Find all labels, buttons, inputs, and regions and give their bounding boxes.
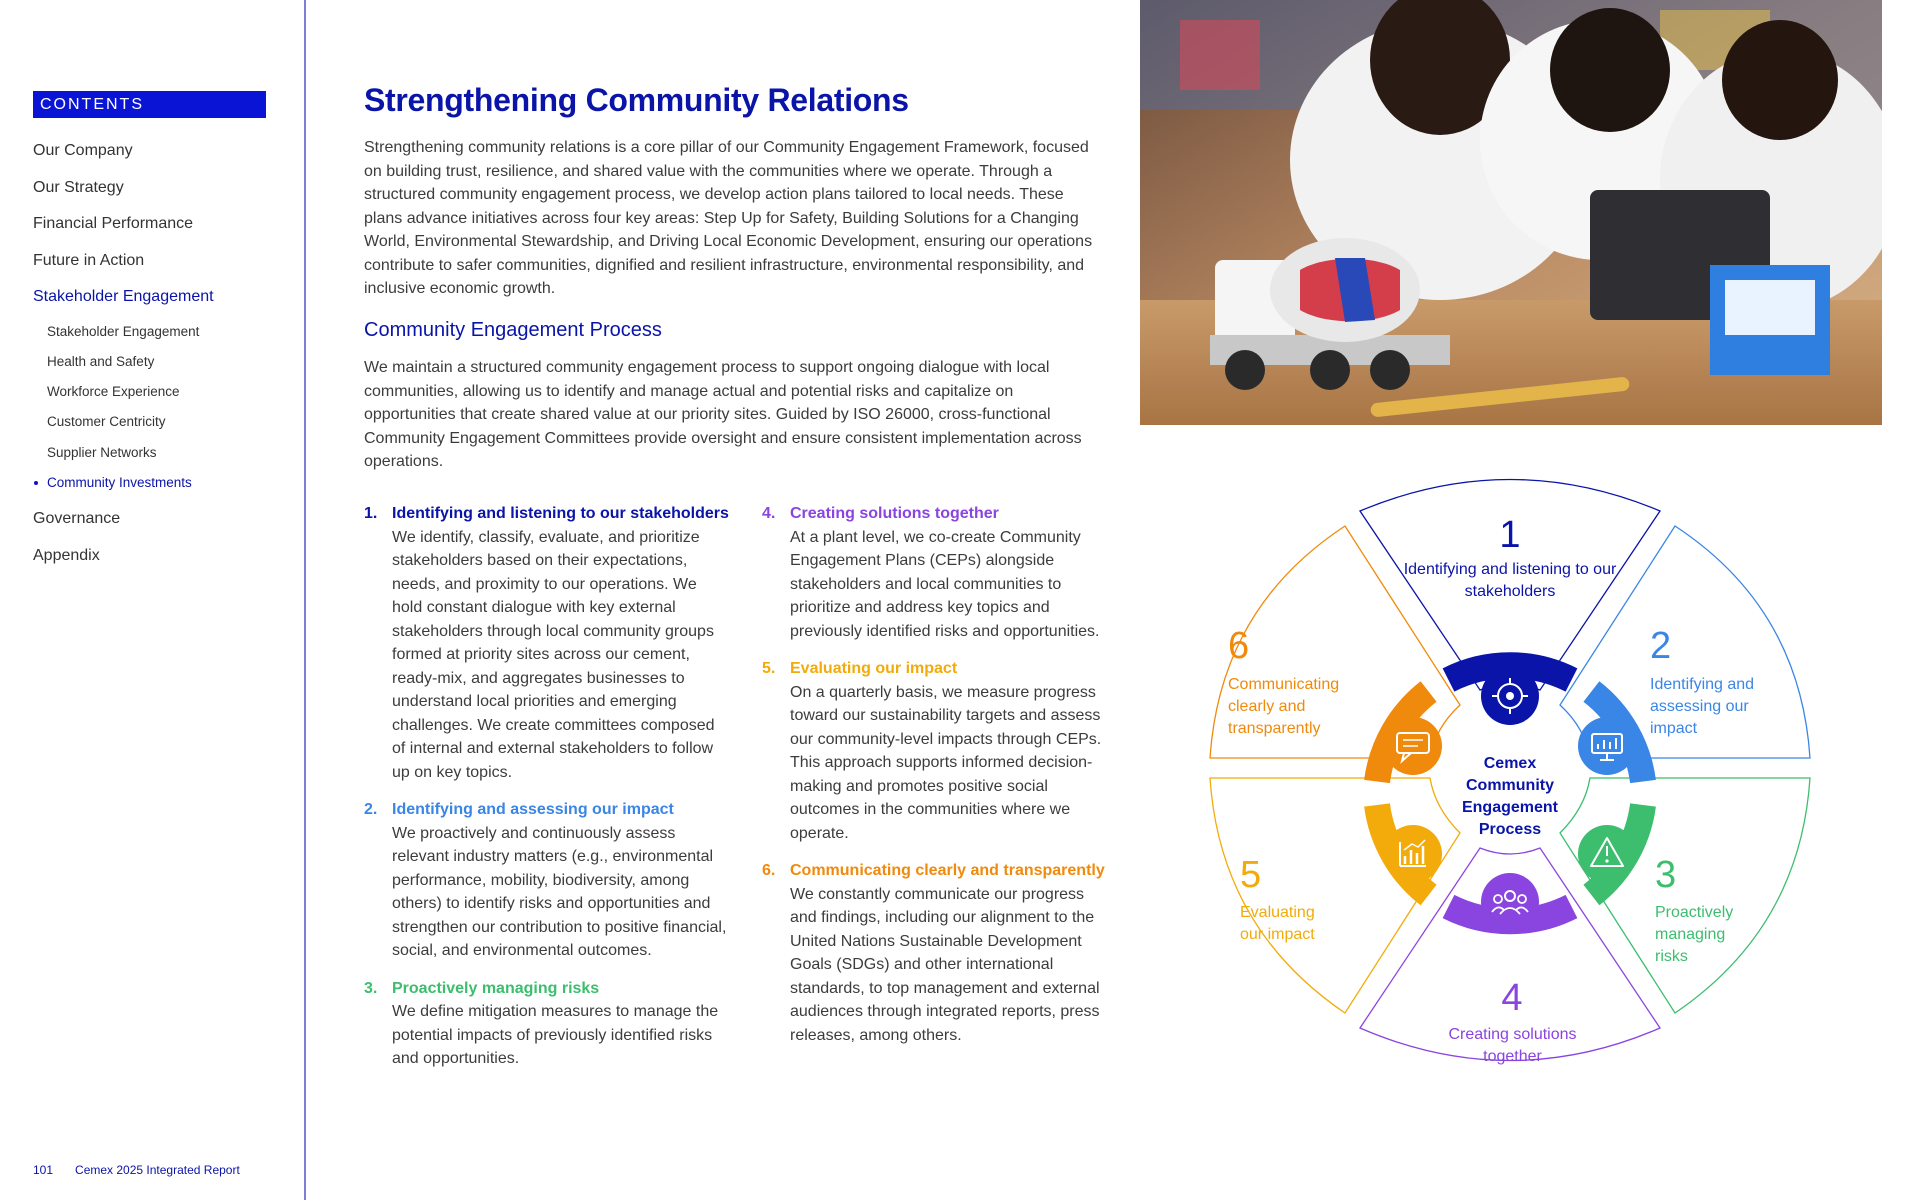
nav-subitem-health-and-safety[interactable]: Health and Safety [47, 353, 155, 369]
step-body: We constantly communicate our progress and findings, including our alignment to the United Nations Sustainable Development Goals (SDGs) and other international standards, to top management and external audiences through integrated reports, press releases, among others. [790, 885, 1100, 1044]
step-body: We identify, classify, evaluate, and prioritize stakeholders based on their expectations, needs, and proximity to our operations. We hold constant dialogue with key external stakeholders through local community groups formed at priority sites across our cement, ready-mix, and aggregates businesses to understand local priorities and emerging challenges. We create committees composed of internal and external stakeholders to follow up on key topics. [392, 528, 715, 781]
nav-item-financial-performance[interactable]: Financial Performance [33, 215, 194, 232]
segment-number-4: 4 [1501, 977, 1523, 1019]
contents-label[interactable]: CONTENTS [33, 91, 266, 118]
section-heading: Community Engagement Process [364, 319, 662, 341]
step-heading: Identifying and listening to our stakeholders [392, 505, 729, 522]
nav-item-governance[interactable]: Governance [33, 510, 121, 528]
segment-number-1: 1 [1499, 514, 1521, 556]
step-item-2 [364, 798, 729, 963]
intro-paragraph: Strengthening community relations is a core pillar of our Community Engagement Framework, focused on building trust, resilience, and shared value with the communities where we operate. Through a structured community engagement process, we develop action plans tailored to local needs. These plans advance initiatives across four key areas: Step Up for Safety, Building Solutions for a Changing World, Environmental Stewardship, and Driving Local Economic Development, ensuring our operations contribute to safer communities, dignified and resilient infrastructure, environmental responsibility, and inclusive economic growth. [364, 139, 1093, 297]
nav-subitem-stakeholder-engagement[interactable]: Stakeholder Engagement [47, 323, 200, 339]
segment-number-2: 2 [1650, 625, 1672, 667]
report-name: Cemex 2025 Integrated Report [75, 1163, 240, 1177]
nav-item-our-strategy[interactable]: Our Strategy [33, 178, 124, 196]
step-heading: Identifying and assessing our impact [392, 801, 674, 818]
segment-label-6: Communicating clearly and transparently [1228, 676, 1340, 737]
nav-item-our-company[interactable]: Our Company [33, 142, 133, 159]
step-heading: Evaluating our impact [790, 660, 958, 677]
nav-item-appendix[interactable]: Appendix [33, 546, 100, 564]
step-number: 6. [762, 862, 776, 879]
steps-column-left [364, 502, 729, 1085]
table-of-contents [33, 138, 293, 579]
step-body: We proactively and continuously assess relevant industry matters (e.g., environmental performance, mobility, biodiversity, among others) to identify risks and opportunities and strengthen our contribution to positive financial, social, and environmental outcomes. [392, 824, 727, 959]
segment-label-2: Identifying and assessing our impact [1650, 676, 1755, 737]
page-number: 101 [33, 1163, 54, 1177]
step-body: At a plant level, we co-create Community Engagement Plans (CEPs) alongside stakeholders and local communities to prioritize and address key topics and previously identified risks and opportunities. [790, 528, 1100, 640]
step-heading: Proactively managing risks [392, 979, 600, 997]
segment-number-6: 6 [1228, 625, 1250, 667]
nav-subitem-community-investments[interactable]: Community Investments [33, 472, 293, 502]
warning-icon [1578, 825, 1636, 883]
target-icon [1481, 667, 1539, 725]
step-heading: Communicating clearly and transparently [790, 862, 1105, 879]
people-icon [1481, 873, 1539, 931]
step-number: 3. [364, 979, 378, 997]
step-number: 4. [762, 505, 776, 522]
step-item-1 [364, 502, 729, 784]
nav-item-future-in-action[interactable]: Future in Action [33, 251, 145, 269]
segment-label-1: Identifying and listening to our stakeholders [1403, 561, 1617, 600]
monitor-chart-icon [1578, 717, 1636, 775]
nav-subitem-customer-centricity[interactable]: Customer Centricity [47, 414, 166, 430]
nav-subitem-workforce-experience[interactable]: Workforce Experience [47, 384, 180, 400]
step-body: On a quarterly basis, we measure progress toward our sustainability targets and assess our community-level impacts through CEPs. This approach supports informed decision-making and promotes positive social outcomes in the communities where we operate. [790, 683, 1102, 842]
sidebar [0, 0, 305, 1200]
step-item-4 [762, 502, 1112, 643]
page-footer [33, 1163, 240, 1177]
step-item-3 [364, 977, 729, 1071]
step-item-6 [762, 859, 1112, 1047]
segment-label-4: Creating solutions together [1448, 1026, 1577, 1065]
segment-number-5: 5 [1240, 854, 1262, 896]
step-item-5 [762, 657, 1112, 845]
step-heading: Creating solutions together [790, 505, 999, 522]
steps-column-right [762, 502, 1112, 1061]
process-paragraph: We maintain a structured community engagement process to support ongoing dialogue with local communities, allowing us to identify and manage actual and potential risks and capitalize on opportunities that create shared value at our priority sites. Guided by ISO 26000, cross-functional Community Engagement Committees provide oversight and ensure consistent implementation across operations. [364, 359, 1082, 470]
step-body: We define mitigation measures to manage the potential impacts of previously identified risks and opportunities. [392, 1003, 719, 1067]
bar-chart-icon [1384, 825, 1442, 883]
classroom-photo [1140, 0, 1882, 425]
step-number: 1. [364, 505, 378, 522]
sidebar-divider [304, 0, 306, 1200]
diagram-center-label: Cemex Community Engagement Process [1461, 755, 1558, 838]
nav-item-stakeholder-engagement[interactable]: Stakeholder Engagement [33, 288, 214, 305]
engagement-process-diagram [1180, 478, 1840, 1138]
page-title: Strengthening Community Relations [364, 82, 909, 118]
step-number: 5. [762, 660, 776, 677]
step-number: 2. [364, 801, 378, 818]
chat-icon [1384, 717, 1442, 775]
segment-number-3: 3 [1655, 854, 1677, 896]
nav-subitem-supplier-networks[interactable]: Supplier Networks [47, 444, 157, 460]
segment-label-5: Evaluating our impact [1240, 904, 1315, 943]
segment-label-3: Proactively managing risks [1655, 904, 1734, 965]
